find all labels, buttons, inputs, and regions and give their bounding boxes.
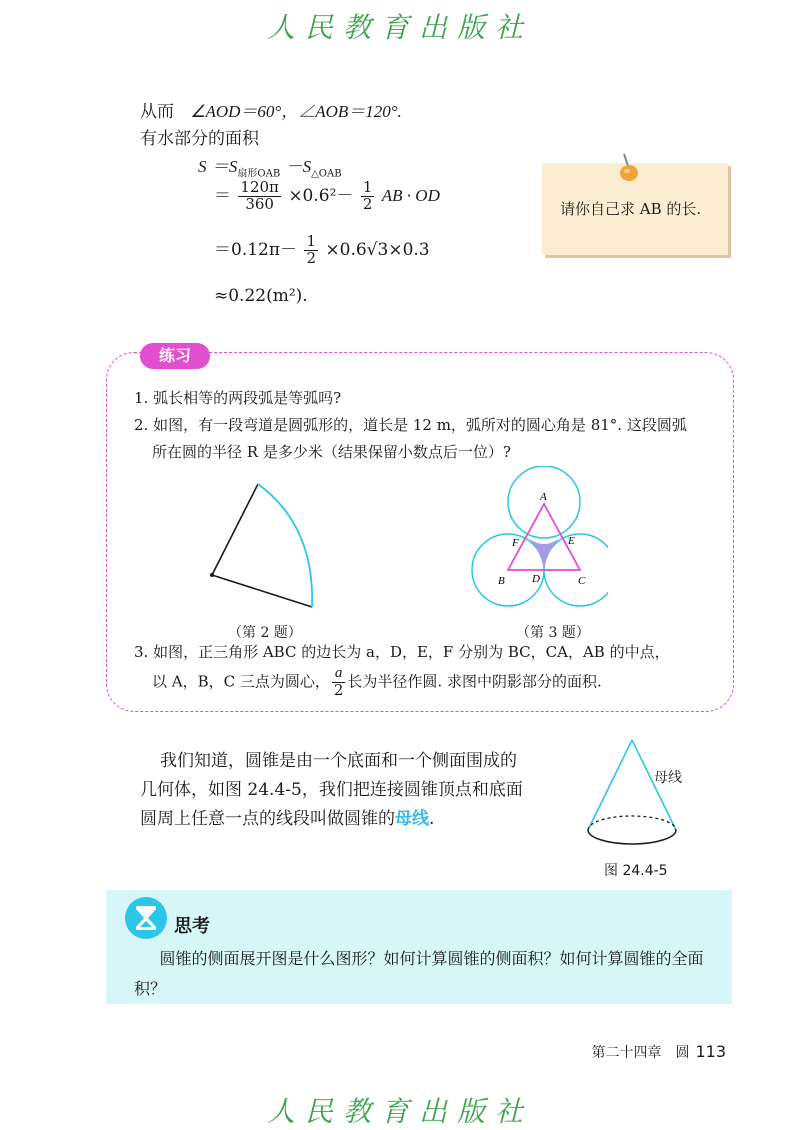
hourglass-icon bbox=[124, 896, 168, 940]
label-e: E bbox=[568, 535, 575, 547]
side-note-text: 请你自己求 AB 的长. bbox=[560, 200, 702, 218]
publisher-footer: 人民教育出版社 bbox=[266, 1095, 533, 1128]
cone-intro-line-3: 圆周上任意一点的线段叫做圆锥的母线. bbox=[140, 809, 435, 829]
label-d: D bbox=[532, 573, 540, 585]
cone-base-back bbox=[588, 816, 676, 830]
solution-line-1: 从而 ∠AOD＝60°，∠AOB＝120°. bbox=[140, 102, 402, 122]
solution-line-3: $S =S_{扇形OAB} -S_{\triangle OAB}$ bbox=[198, 157, 342, 180]
keyword-generatrix: 母线 bbox=[395, 809, 429, 829]
figure-2-sector bbox=[200, 476, 330, 616]
pushpin-icon bbox=[612, 152, 642, 186]
sector-radius-top bbox=[212, 484, 258, 575]
figure-2-caption: （第 2 题） bbox=[228, 625, 302, 641]
question-2-line-1: 2. 如图，有一段弯道是圆弧形的，道长是 12 m，弧所对的圆心角是 81°. 这段圆弧 bbox=[134, 416, 687, 434]
question-1: 1. 弧长相等的两段弧是等弧吗? bbox=[134, 389, 342, 407]
chapter-label: 第二十四章 圆 bbox=[591, 1045, 690, 1061]
sector-center-point bbox=[210, 573, 214, 577]
cone-figure-caption: 图 24.4-5 bbox=[604, 863, 668, 879]
practice-tag: 练习 bbox=[140, 343, 210, 369]
question-3-line-2: 以 A，B，C 三点为圆心， $\frac{a}{2}$ 长为半径作圆. 求图中阴影部分的面积. bbox=[152, 665, 602, 699]
publisher-header: 人民教育出版社 bbox=[266, 11, 533, 44]
think-text: 圆锥的侧面展开图是什么图形？如何计算圆锥的侧面积？如何计算圆锥的全面积？ bbox=[134, 949, 704, 998]
question-2-line-2: 所在圆的半径 R 是多少米（结果保留小数点后一位）? bbox=[152, 443, 511, 461]
think-title: 思考 bbox=[174, 916, 210, 937]
solution-line-5: ＝0.12π－ $\frac{1}{2}$ ×0.6√3×0.3 bbox=[214, 232, 430, 267]
cone-generatrix-label: 母线 bbox=[654, 770, 682, 786]
cone-intro-line-2: 几何体，如图 24.4-5，我们把连接圆锥顶点和底面 bbox=[140, 780, 523, 800]
shaded-region bbox=[526, 536, 562, 570]
page-footer bbox=[591, 1042, 726, 1062]
question-3-line-1: 3. 如图，正三角形 ABC 的边长为 a，D，E，F 分别为 BC，CA，AB 的中点， bbox=[134, 643, 670, 661]
cone-base-front bbox=[588, 830, 676, 844]
figure-3-caption: （第 3 题） bbox=[516, 625, 590, 641]
label-b: B bbox=[498, 575, 505, 587]
solution-line-2: 有水部分的面积 bbox=[140, 129, 259, 149]
cone-left-generatrix bbox=[588, 740, 632, 830]
figure-cone bbox=[580, 734, 690, 854]
solution-line-6: ≈0.22(m²). bbox=[214, 286, 308, 306]
cone-intro-line-1: 我们知道，圆锥是由一个底面和一个侧面围成的 bbox=[160, 751, 517, 771]
page-number: 113 bbox=[695, 1042, 726, 1061]
sector-arc bbox=[258, 484, 312, 607]
figure-3-triangle-circles bbox=[468, 466, 608, 616]
label-a: A bbox=[540, 491, 547, 503]
label-c: C bbox=[578, 575, 586, 587]
label-f: F bbox=[512, 537, 519, 549]
sector-radius-bottom bbox=[212, 575, 312, 607]
solution-line-4: ＝ $\frac{120\pi}{360}$ ×0.6²－ $\frac{1}{2}$ AB · OD bbox=[214, 178, 440, 213]
